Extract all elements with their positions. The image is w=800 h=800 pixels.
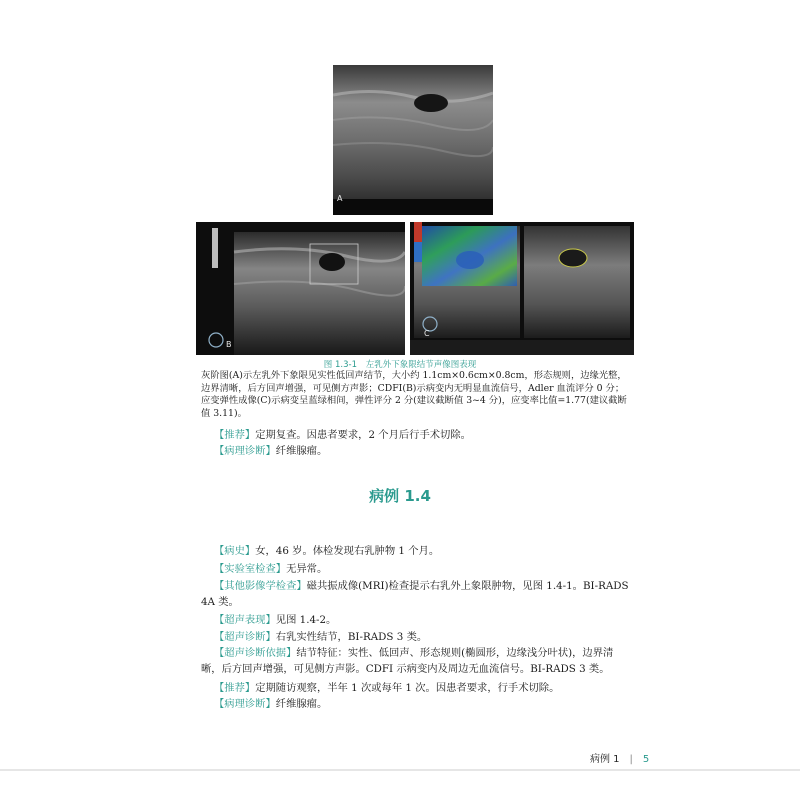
case-lab [214,562,327,576]
section-text: 磁共振成像(MRI)检查提示右乳外上象限肿物，见图 1.4-1。BI-RADS 4A 类。 [201,580,629,608]
ultrasound-image-b [196,222,405,355]
section-text: 定期复查。因患者要求，2 个月后行手术切除。 [255,429,471,441]
panel-label-b: B [226,340,232,349]
section-tag: 【推荐】 [214,682,256,694]
section-tag: 【其他影像学检查】 [214,580,307,592]
figure-title: 左乳外下象限结节声像图表现 [365,360,477,370]
panel-label-a: A [337,194,343,203]
section-tag: 【超声表现】 [214,614,276,626]
prev-pathology [214,444,327,458]
figure-number: 图 1.3-1 [323,360,357,370]
section-text: 定期随访观察，半年 1 次或每年 1 次。因患者要求，行手术切除。 [255,682,560,694]
ultrasound-scan-b [196,222,405,355]
page-footer [590,750,649,765]
case-ultrasound-findings [214,613,336,627]
section-tag: 【病理诊断】 [214,698,276,710]
case-other-imaging [201,578,633,610]
panel-label-c: C [424,329,430,338]
ultrasound-scan-a [333,65,493,215]
section-text: 无异常。 [286,563,328,575]
section-text: 见图 1.4-2。 [275,614,337,626]
case-diagnosis-basis [201,645,633,677]
ultrasound-image-c [410,222,634,355]
case-history [214,544,439,558]
section-text: 结节特征：实性、低回声、形态规则(椭圆形，边缘浅分叶状)，边界清晰，后方回声增强，可见侧方声影。CDFI 示病变内及周边无血流信号。BI-RADS 3 类。 [201,647,614,675]
figure-caption [0,358,800,370]
prev-recommendation [214,428,471,442]
figure-description: 灰阶图(A)示左乳外下象限见实性低回声结节，大小约 1.1cm×0.6cm×0.8cm，形态规则，边缘光整，边界清晰，后方回声增强，可见侧方声影；CDFI(B)示病变内无明显血流信号，Adler 血流评分 0 分；应变弹性成像(C)示病变呈蓝绿相间，弹性评分 2 分(建议截断值 3~4 分)，应变率比值=1.77(建议截断值 3.11)。 [201,370,627,419]
section-text: 纤维腺瘤。 [275,445,328,457]
section-text: 纤维腺瘤。 [275,698,328,710]
section-tag: 【实验室检查】 [214,563,287,575]
section-tag: 【推荐】 [214,429,256,441]
section-text: 右乳实性结节，BI-RADS 3 类。 [275,631,428,643]
ultrasound-image-a [333,65,493,215]
case-recommendation [214,681,559,695]
section-tag: 【病理诊断】 [214,445,276,457]
footer-separator: | [629,754,633,765]
page-number: 5 [642,754,650,765]
section-tag: 【超声诊断依据】 [214,647,297,659]
section-text: 女，46 岁。体检发现右乳肿物 1 个月。 [255,545,440,557]
case-ultrasound-diagnosis [214,630,427,644]
ultrasound-scan-c [410,222,634,355]
footer-section: 病例 1 [590,754,620,765]
case-pathology [214,697,327,711]
case-title: 病例 1.4 [369,487,431,505]
section-tag: 【超声诊断】 [214,631,276,643]
section-tag: 【病史】 [214,545,256,557]
footer-bar [0,769,800,771]
